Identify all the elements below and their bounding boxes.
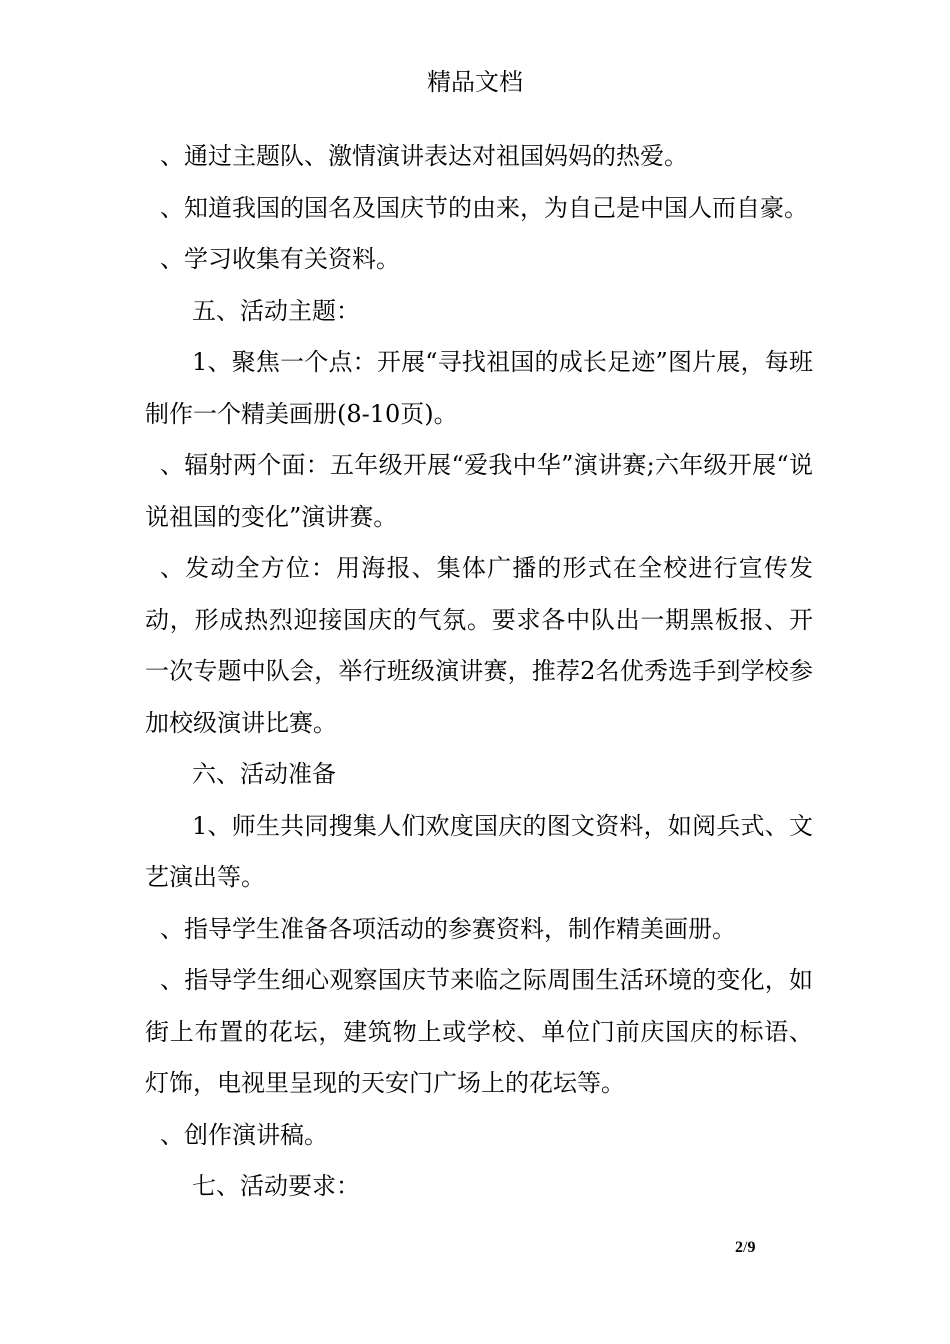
paragraph-theme-focus-point: 1、聚焦一个点：开展“寻找祖国的成长足迹”图片展，每班制作一个精美画册(8-10页)。 — [145, 348, 813, 428]
paragraph-prep-write-speech: 、创作演讲稿。 — [160, 1120, 328, 1149]
page-number-total: 9 — [747, 1239, 756, 1256]
paragraph-prep-collect-materials: 1、师生共同搜集人们欢度国庆的图文资料，如阅兵式、文艺演出等。 — [145, 811, 813, 891]
paragraph-objective-national-day-origin: 、知道我国的国名及国庆节的由来，为自己是中国人而自豪。 — [160, 193, 808, 222]
paragraph-prep-observe-environment: 、指导学生细心观察国庆节来临之际周围生活环境的变化，如街上布置的花坛，建筑物上或学校、单位门前庆国庆的标语、灯饰，电视里呈现的天安门广场上的花坛等。 — [145, 966, 813, 1097]
section-heading-activity-requirements: 七、活动要求： — [192, 1172, 360, 1200]
paragraph-prep-guide-entries: 、指导学生准备各项活动的参赛资料，制作精美画册。 — [160, 914, 736, 943]
paragraph-theme-all-round: 、发动全方位：用海报、集体广播的形式在全校进行宣传发动，形成热烈迎接国庆的气氛。要求各中队出一期黑板报、开一次专题中队会，举行班级演讲赛，推荐2名优秀选手到学校参加校级演讲比赛。 — [145, 554, 813, 737]
page-header-title: 精品文档 — [427, 68, 523, 96]
paragraph-objective-express-love: 、通过主题队、激情演讲表达对祖国妈妈的热爱。 — [160, 142, 688, 170]
paragraph-theme-two-aspects: 、辐射两个面：五年级开展“爱我中华”演讲赛;六年级开展“说说祖国的变化”演讲赛。 — [145, 451, 813, 531]
section-heading-activity-preparation: 六、活动准备 — [192, 760, 336, 788]
section-heading-activity-theme: 五、活动主题： — [192, 296, 360, 325]
document-body — [145, 131, 813, 1213]
paragraph-objective-collect-materials: 、学习收集有关资料。 — [160, 245, 400, 273]
page-number-separator: / — [743, 1239, 748, 1256]
page-number-current: 2 — [735, 1239, 743, 1256]
page-number — [735, 1238, 795, 1258]
